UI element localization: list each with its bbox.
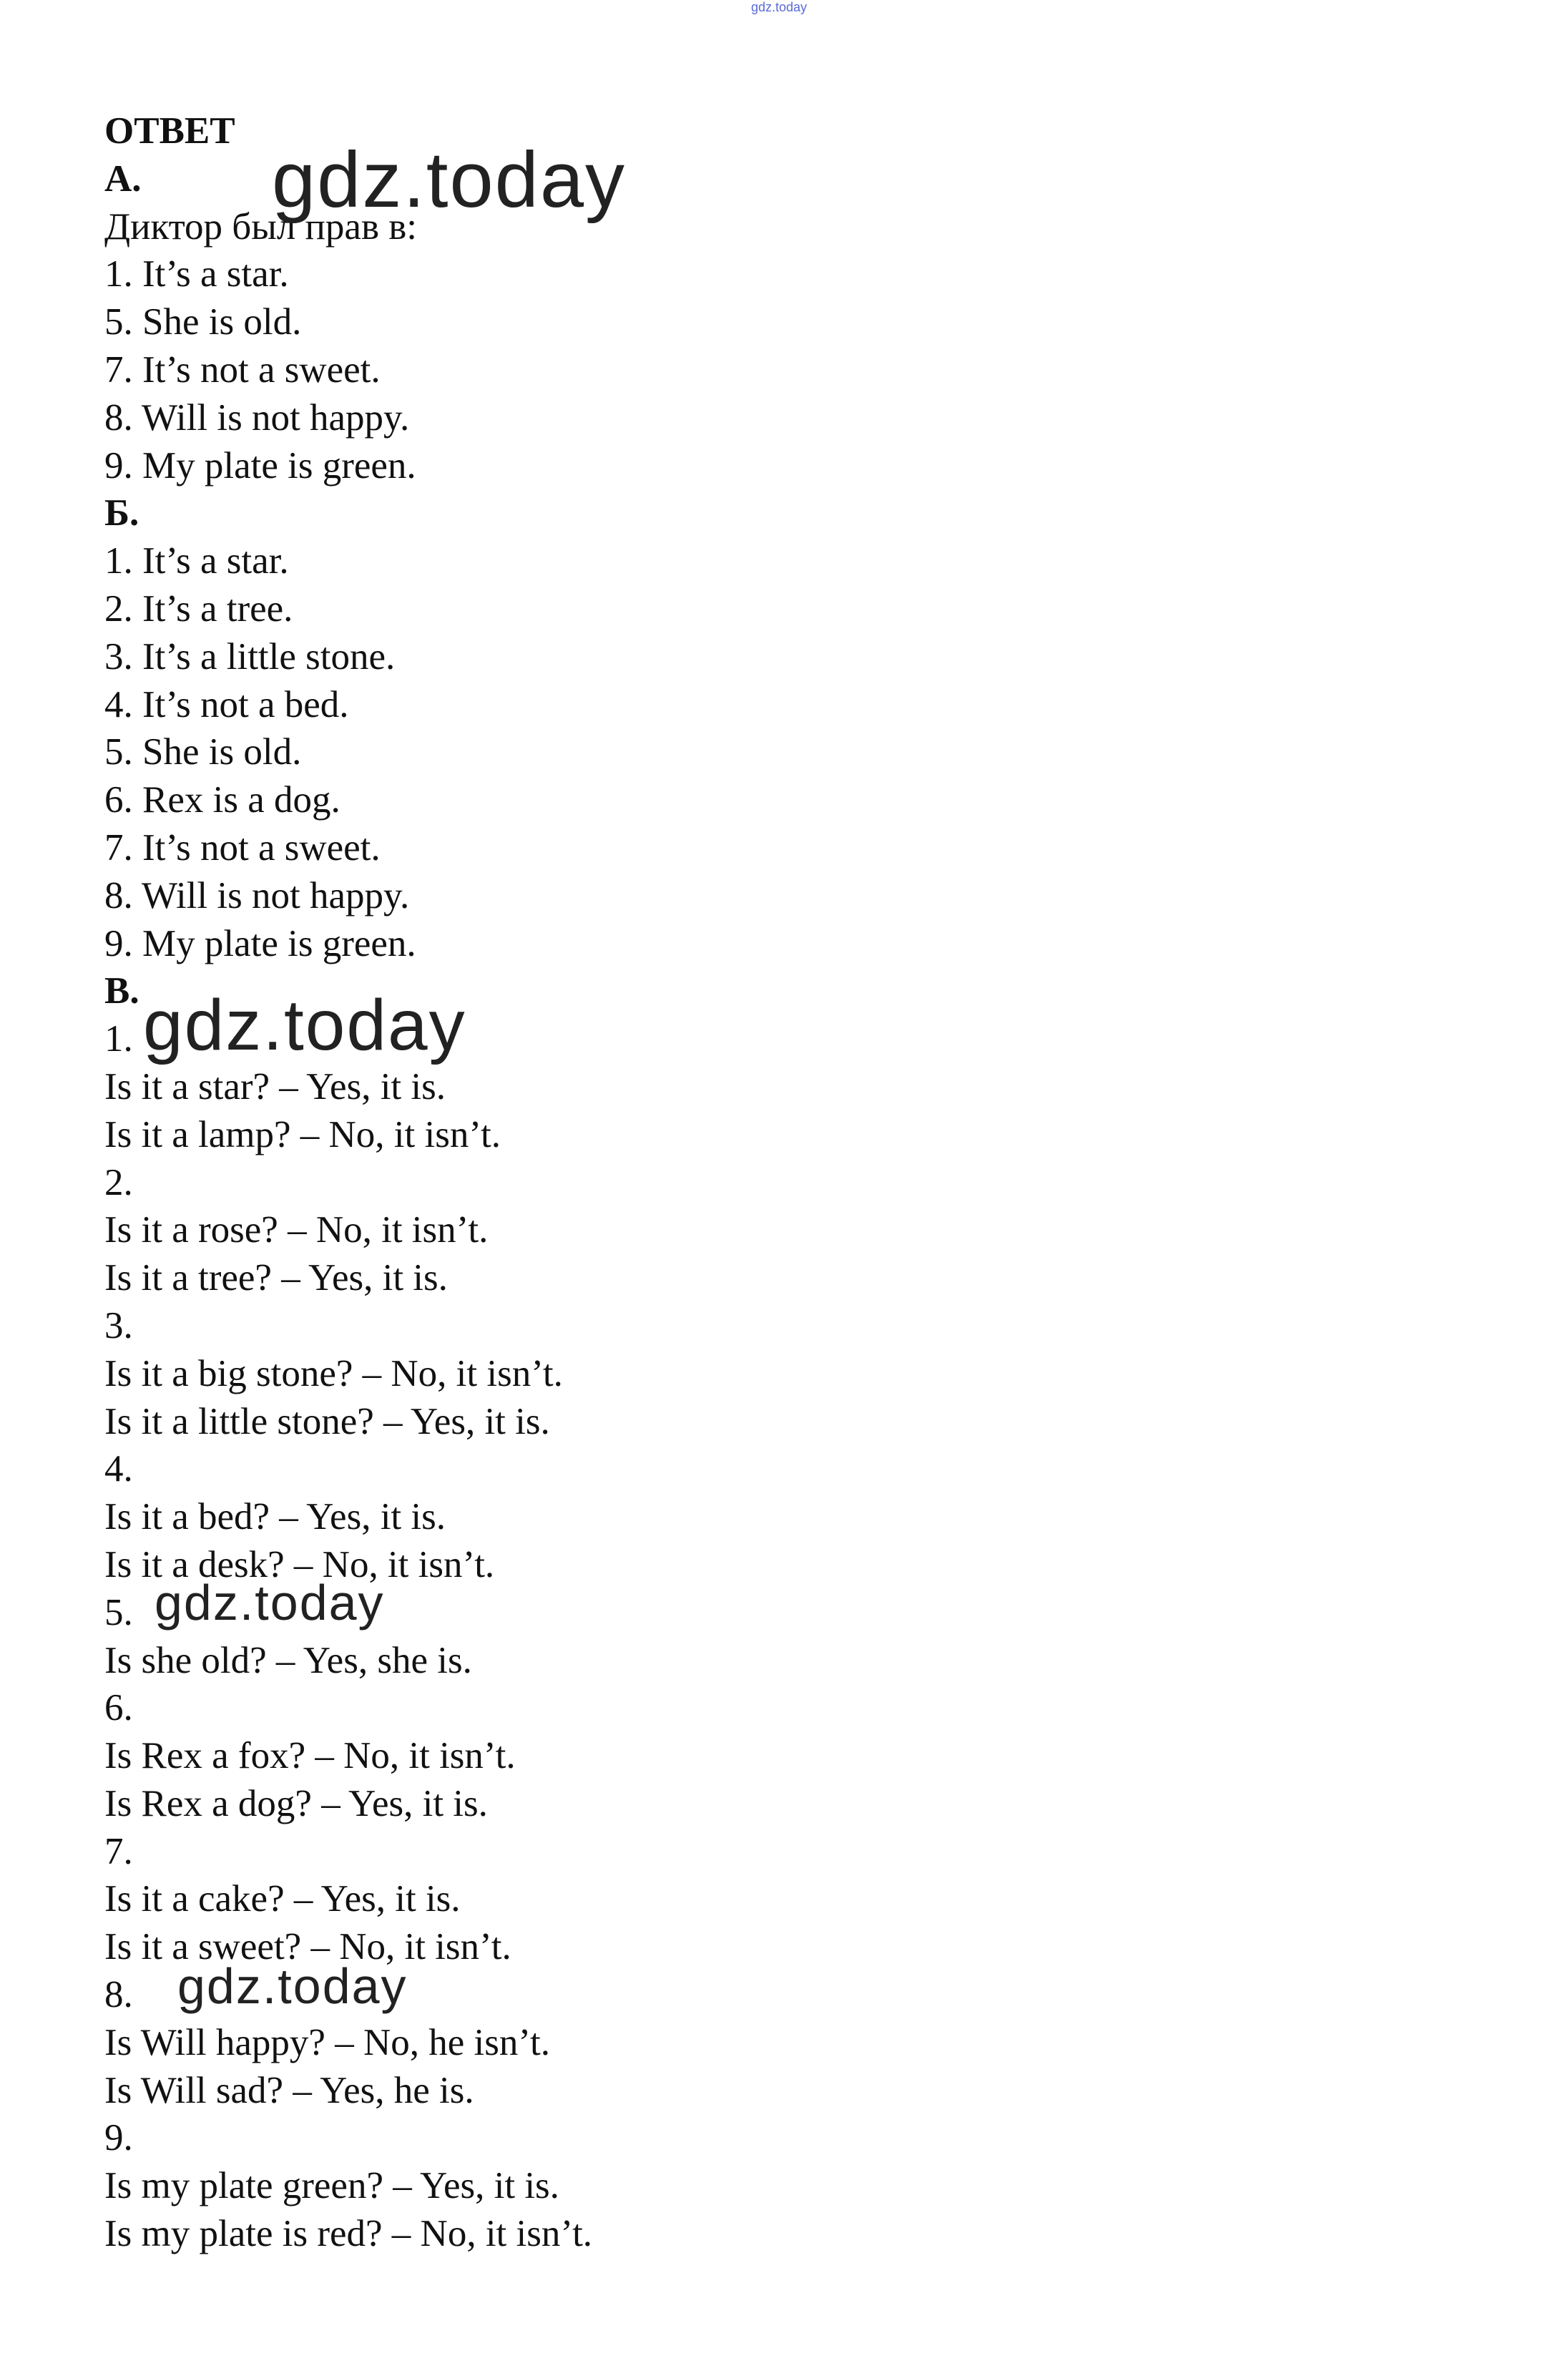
text-line: 8. Will is not happy. [104, 874, 410, 917]
text-line: 9. My plate is green. [104, 922, 416, 964]
text-line: 2. [104, 1161, 133, 1203]
text-line: Is it a bed? – Yes, it is. [104, 1496, 446, 1538]
answer-document [104, 107, 1464, 2258]
text-line: Is it a star? – Yes, it is. [104, 1065, 446, 1108]
text-line: Is it a little stone? – Yes, it is. [104, 1400, 550, 1442]
text-line: Диктор был прав в: [104, 205, 417, 248]
text-line: 9. [104, 2117, 133, 2159]
text-line: Is it a tree? – Yes, it is. [104, 1257, 448, 1299]
text-line: Is it a desk? – No, it isn’t. [104, 1543, 495, 1585]
text-line: 5. She is old. [104, 731, 302, 773]
text-line: Is it a big stone? – No, it isn’t. [104, 1352, 563, 1394]
text-line: 7. It’s not a sweet. [104, 826, 381, 869]
text-line: Is Will sad? – Yes, he is. [104, 2069, 474, 2111]
text-line: 5. She is old. [104, 301, 302, 343]
text-line: 1. [104, 1018, 133, 1060]
section-heading: А. [104, 157, 142, 200]
text-line: Is Rex a fox? – No, it isn’t. [104, 1735, 516, 1777]
watermark: gdz.today [155, 1575, 385, 1631]
watermark: gdz.today [177, 1958, 408, 2014]
text-line: 8. Will is not happy. [104, 396, 410, 439]
text-line: Is Will happy? – No, he isn’t. [104, 2021, 551, 2063]
text-line: 7. [104, 1830, 133, 1872]
text-line: Is she old? – Yes, she is. [104, 1639, 472, 1681]
text-line: Is my plate is red? – No, it isn’t. [104, 2213, 593, 2255]
text-line: 9. My plate is green. [104, 444, 416, 487]
header-watermark: gdz.today [751, 0, 808, 14]
text-line: Is it a cake? – Yes, it is. [104, 1878, 461, 1920]
text-line: 4. It’s not a bed. [104, 683, 349, 725]
section-heading: ОТВЕТ [104, 110, 235, 152]
text-line: 3. [104, 1304, 133, 1346]
section-heading: Б. [104, 492, 139, 534]
text-line: Is it a rose? – No, it isn’t. [104, 1209, 489, 1251]
text-line: 8. [104, 1974, 133, 2016]
text-line: Is my plate green? – Yes, it is. [104, 2165, 559, 2207]
text-line: 1. It’s a star. [104, 253, 289, 295]
text-line: 5. [104, 1591, 133, 1633]
text-line: 7. It’s not a sweet. [104, 348, 381, 391]
text-line: Is Rex a dog? – Yes, it is. [104, 1782, 488, 1824]
text-line: 1. It’s a star. [104, 540, 289, 582]
text-line: 3. It’s a little stone. [104, 635, 396, 678]
watermark: gdz.today [272, 136, 627, 224]
text-line: Is it a sweet? – No, it isn’t. [104, 1926, 511, 1968]
text-line: 2. It’s a tree. [104, 587, 293, 630]
text-line: Is it a lamp? – No, it isn’t. [104, 1113, 501, 1155]
text-line: 6. Rex is a dog. [104, 779, 340, 821]
text-line: 4. [104, 1448, 133, 1490]
text-line: 6. [104, 1687, 133, 1729]
watermark: gdz.today [143, 985, 466, 1065]
section-heading: В. [104, 970, 139, 1012]
